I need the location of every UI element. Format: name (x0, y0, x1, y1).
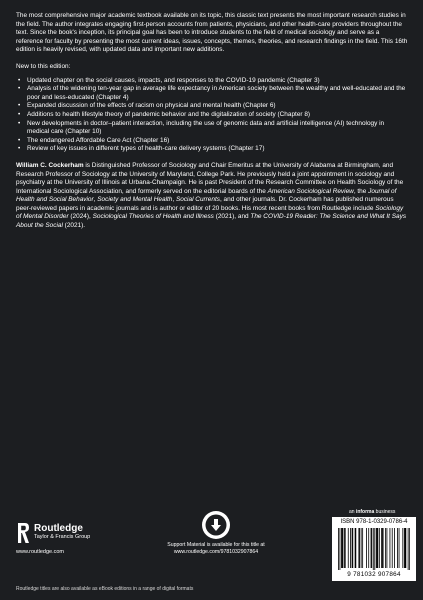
barcode-bar (376, 528, 377, 568)
informa-brand: informa (355, 509, 375, 515)
barcode-bar (343, 528, 344, 568)
support-text (166, 542, 266, 556)
journal-title: American Sociological Review (267, 187, 354, 195)
ebook-note: Routledge titles are also available as eBook editions in a range of digital formats (16, 586, 194, 592)
barcode-bar (399, 528, 400, 568)
barcode-bar (409, 528, 410, 570)
publisher-logo (16, 522, 126, 582)
support-material-badge-icon (201, 510, 231, 540)
bio-text: , (93, 196, 98, 204)
author-bio (16, 162, 408, 231)
barcode-bar (361, 528, 362, 568)
barcode-bar (381, 528, 382, 568)
bio-text: (2021). (62, 222, 86, 230)
barcode-bar (341, 528, 342, 568)
barcode-bar (408, 528, 409, 570)
back-cover-text (16, 12, 408, 239)
barcode-bar (359, 528, 360, 568)
barcode-bar (390, 528, 391, 568)
barcode-bar (373, 528, 374, 570)
barcode-bar (338, 528, 339, 570)
bio-text: , (172, 196, 176, 204)
barcode-bar (405, 528, 406, 568)
journal-title: Society and Mental Health (97, 196, 173, 204)
support-material (166, 510, 266, 556)
journal-title: Journal of Health and Social Behavior (16, 187, 397, 204)
barcode-bar (366, 528, 367, 568)
barcode-bar (404, 528, 405, 568)
barcode-bar (368, 528, 369, 568)
barcode-bar (394, 528, 395, 568)
barcode-bar (402, 528, 403, 568)
barcode-bar (352, 528, 353, 568)
barcode-bar (350, 528, 351, 568)
barcode-bar (397, 528, 398, 568)
list-item: • The endangered Affordable Care Act (Chapter 16) (27, 137, 408, 146)
list-item: • Additions to health lifestyle theory of pandemic behavior and the digitalization of society (Chapter 8) (27, 111, 408, 120)
bio-text: (2024), (68, 213, 93, 221)
barcode-bar (371, 528, 372, 568)
support-line-1: Support Material is available for this title at (167, 542, 265, 548)
author-name: William C. Cockerham (16, 161, 84, 169)
barcode-icon (338, 528, 410, 570)
list-item: • New developments in doctor–patient interaction, including the use of genomic data and artificial intelligence (AI) technology in medical care (Chapter 10) (27, 120, 408, 137)
imprint-suffix: business (374, 509, 396, 515)
publisher-group: Taylor & Francis Group (34, 534, 91, 540)
new-edition-heading: New to this edition: (16, 62, 71, 70)
barcode-bar (374, 528, 375, 570)
bio-text: is Distinguished Professor of Sociology and Chair Emeritus at the University of Alabama at Birmingham, and Research Professor of Sociology at the University of Maryland, College Park. He previously held a joint appointment in sociology and psychiatry at the University of Illinois at Urbana-Champaign. He is past President of the Research Committee on Health Sociology of the International Sociological Association, and formerly served on the editorial boards of the (16, 161, 404, 195)
barcode-bar (362, 528, 363, 568)
barcode-bar (345, 528, 346, 568)
barcode-digits: 9 781032 907864 (347, 571, 401, 578)
barcode-bar (348, 528, 349, 568)
barcode-bar (379, 528, 380, 568)
barcode-bar (355, 528, 356, 568)
list-item: • Analysis of the widening ten-year gap in average life expectancy in American society between the wealthy and well-educated and the poor and less-educated (Chapter 4) (27, 85, 408, 102)
publisher-url: www.routledge.com (16, 549, 64, 555)
barcode-bar (377, 528, 378, 568)
publisher-name: Routledge (34, 523, 83, 534)
list-item: • Review of key issues in different types of health-care delivery systems (Chapter 17) (27, 145, 408, 154)
barcode-bar (405, 528, 406, 568)
barcode-bar (371, 528, 372, 568)
isbn-barcode (332, 517, 416, 581)
isbn-label: ISBN 978-1-0329-0786-4 (340, 519, 408, 525)
new-edition-list (16, 77, 408, 154)
barcode-bar (342, 528, 343, 568)
book-description: The most comprehensive major academic textbook available on its topic, this classic text presents the most important research studies in the field. The author integrates engaging first-person accounts from patients, physicians, and other health-care providers throughout the text. Since the book's inception, its principal goal has been to introduce students to the field of medical sociology and serve as a reference for faculty by presenting the most current ideas, issues, concepts, themes, theories, and research findings in the field. This 16th edition is heavily revised, with updated data and important new additions. (16, 12, 408, 54)
book-title: Sociology of Mental Disorder (16, 204, 404, 221)
bio-text: (2021), and (213, 213, 251, 221)
list-item: • Updated chapter on the social causes, impacts, and responses to the COVID-19 pandemic (Chapter 3) (27, 77, 408, 86)
journal-title: Social Currents (175, 196, 220, 204)
barcode-bar (382, 528, 383, 568)
book-title: Sociological Theories of Health and Illness (92, 213, 214, 221)
barcode-bar (352, 528, 353, 568)
bio-text: , and other journals. Dr. Cockerham has published numerous peer-reviewed papers in academic journals and is author or editor of 20 books. His most recent books from Routledge include (16, 196, 394, 212)
barcode-bar (392, 528, 393, 568)
book-title: The COVID-19 Reader: The Science and What It Says About the Social (16, 213, 407, 230)
list-item: • Expanded discussion of the effects of racism on physical and mental health (Chapter 6) (27, 102, 408, 111)
informa-imprint (349, 509, 395, 515)
routledge-logo-icon (16, 522, 30, 544)
imprint-prefix: an (349, 509, 356, 515)
barcode-bar (340, 528, 341, 570)
barcode-bar (377, 528, 378, 568)
barcode-bar (355, 528, 356, 568)
support-url: www.routledge.com/9781032907864 (173, 549, 259, 555)
barcode-bar (344, 528, 345, 568)
barcode-bar (358, 528, 359, 568)
barcode-bar (385, 528, 386, 568)
bio-text: , the (353, 187, 369, 195)
barcode-bar (387, 528, 388, 568)
barcode-bar (383, 528, 384, 568)
